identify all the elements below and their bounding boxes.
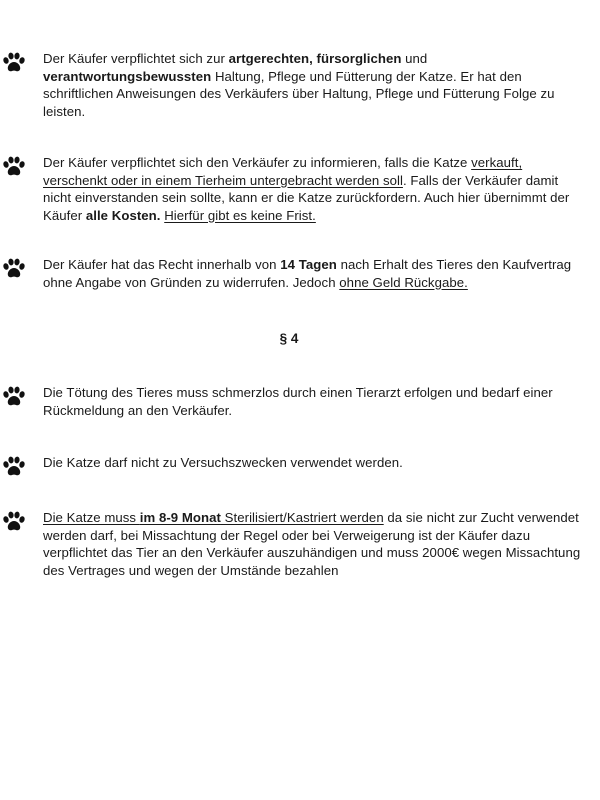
paw-icon [2,386,26,408]
paw-icon [2,52,26,74]
clause-text [43,454,588,472]
clause-text [43,50,588,120]
clause-segment: nach Erhalt des Tieres den Kaufvertrag ohne Angabe von Gründen zu widerrufen. Jedoch [43,257,572,290]
clause-segment: Sterilisiert/Kastriert werden [220,510,384,525]
clause-segment: Der Käufer hat das Recht innerhalb von [43,257,281,272]
clause-segment: Der Käufer verpflichtet sich zur [43,51,229,66]
clause-segment: 14 Tagen [280,257,337,272]
clause-text [43,154,588,224]
clause-segment: Der Käufer verpflichtet sich den Verkäufer zu informieren, falls die Katze [43,155,472,170]
paw-icon [2,258,26,280]
clause-segment: verkauft, verschenkt oder in einem Tierheim untergebracht werden soll [43,155,523,188]
clause-segment: . Falls der Verkäufer damit nicht einverstanden sein sollte, kann er die Katze zurückfordern. Auch hier übernimmt der Käufer [43,172,570,223]
clause-segment: alle Kosten. [85,207,161,223]
clause-segment: ohne Geld Rückgabe. [339,274,468,290]
clause-segment: Die Katze muss [43,510,140,525]
paw-icon [2,156,26,178]
paw-icon [2,456,26,478]
clause-text [43,384,588,419]
clause-segment: artgerechten, fürsorglichen [228,51,402,66]
clause-text [43,509,588,579]
clause-text [43,256,588,291]
clause-segment: Die Tötung des Tieres muss schmerzlos durch einen Tierarzt erfolgen und bedarf einer Rückmeldung an den Verkäufer. [43,385,553,418]
section-heading: § 4 [279,331,299,346]
clause-segment: Die Katze darf nicht zu Versuchszwecken verwendet werden. [43,455,403,470]
clause-segment: da sie nicht zur Zucht verwendet werden darf, bei Missachtung der Regel oder bei Verweigerung ist der Käufer dazu verpflichtet das Tier an den Verkäufer auszuhändigen und muss 2000€ wegen Missachtung des Vertrages und wegen der Umstände bezahlen [43,510,581,578]
clause-segment: Hierfür gibt es keine Frist. [164,207,316,223]
clause-segment: im 8-9 Monat [139,510,221,525]
paw-icon [2,511,26,533]
clause-segment: Haltung, Pflege und Fütterung der Katze. Er hat den schriftlichen Anweisungen des Verkäufers über Haltung, Pflege und Fütterung Folge zu leisten. [43,68,555,119]
clause-segment: verantwortungsbewussten [43,68,212,84]
clause-segment: und [401,51,428,66]
